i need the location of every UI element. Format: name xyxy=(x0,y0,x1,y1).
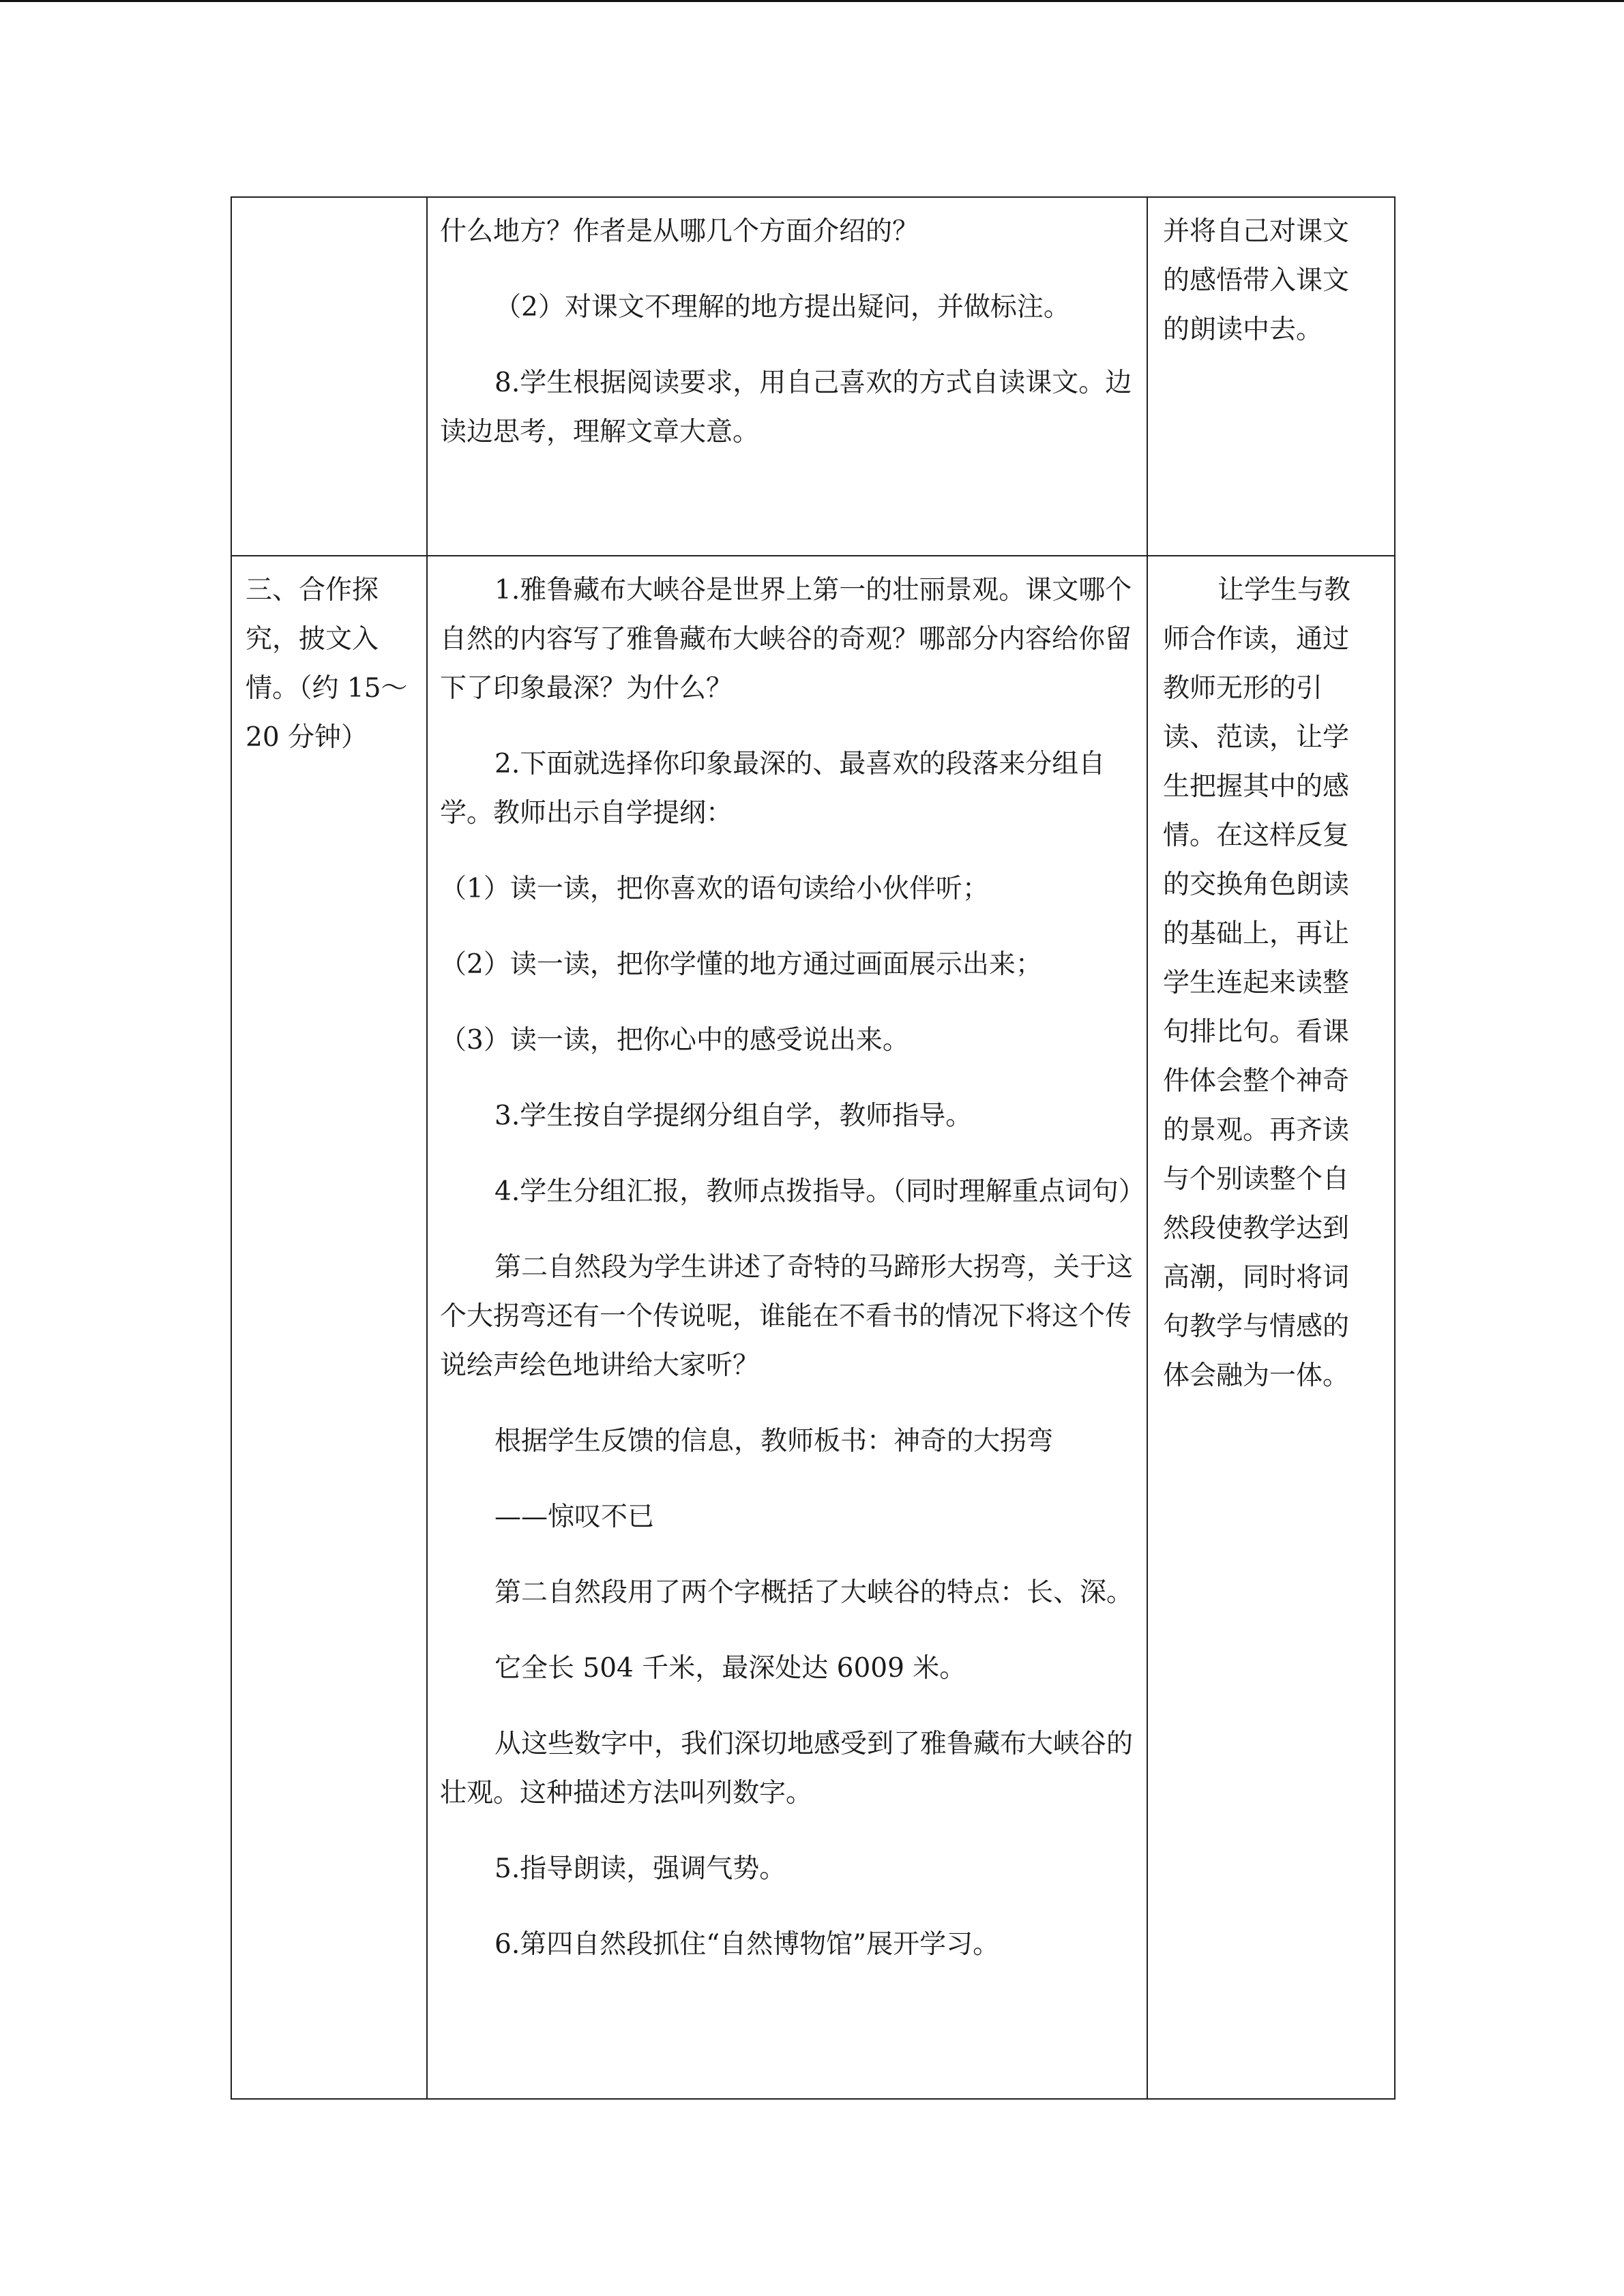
content-paragraph: 它全长 504 千米，最深处达 6009 米。 xyxy=(494,1653,966,1684)
content-cell xyxy=(427,556,1147,2099)
table-row xyxy=(231,556,1395,2099)
content-paragraph: （2）对课文不理解的地方提出疑问，并做标注。 xyxy=(494,292,1070,323)
content-paragraph: （2）读一读，把你学懂的地方通过画面展示出来； xyxy=(440,949,1042,980)
content-paragraph: 5.指导朗读，强调气势。 xyxy=(494,1853,786,1884)
content-cell xyxy=(427,197,1147,556)
table-row xyxy=(231,197,1395,556)
stage-text: 三、合作探究，披文入情。（约 15～20 分钟） xyxy=(246,575,408,753)
content-paragraph: （1）读一读，把你喜欢的语句读给小伙伴听； xyxy=(440,874,989,904)
content-paragraph: 1.雅鲁藏布大峡谷是世界上第一的壮丽景观。课文哪个自然的内容写了雅鲁藏布大峡谷的奇观？哪部分内容给你留下了印象最深？为什么？ xyxy=(440,575,1132,704)
page-top-border xyxy=(0,0,1624,2)
content-paragraph: 从这些数字中，我们深切地感受到了雅鲁藏布大峡谷的壮观。这种描述方法叫列数字。 xyxy=(440,1729,1134,1808)
content-paragraph: 8.学生根据阅读要求，用自己喜欢的方式自读课文。边读边思考，理解文章大意。 xyxy=(440,368,1132,447)
content-paragraph: 6.第四自然段抓住“自然博物馆”展开学习。 xyxy=(494,1929,1000,1960)
design-note-cell xyxy=(1147,197,1395,556)
content-paragraph: 2.下面就选择你印象最深的、最喜欢的段落来分组自学。教师出示自学提纲： xyxy=(440,749,1106,829)
design-note-cell xyxy=(1147,556,1395,2099)
content-paragraph: 什么地方？作者是从哪几个方面介绍的？ xyxy=(440,216,919,247)
content-paragraph: 4.学生分组汇报，教师点拨指导。（同时理解重点词句） xyxy=(494,1176,1145,1207)
content-paragraph: ——惊叹不已 xyxy=(494,1502,655,1532)
design-note-text: 并将自己对课文的感悟带入课文的朗读中去。 xyxy=(1163,216,1350,345)
stage-cell xyxy=(231,197,427,556)
design-note-text: 让学生与教师合作读，通过教师无形的引读、范读，让学生把握其中的感情。在这样反复的交换角色朗读的基础上，再让学生连起来读整句排比句。看课件体会整个神奇的景观。再齐读与个别读整个自然段使教学达到高潮，同时将词句教学与情感的体会融为一体。 xyxy=(1163,575,1351,1391)
content-paragraph: 根据学生反馈的信息，教师板书：神奇的大拐弯 xyxy=(494,1426,1054,1457)
content-paragraph: （3）读一读，把你心中的感受说出来。 xyxy=(440,1025,909,1056)
content-paragraph: 3.学生按自学提纲分组自学，教师指导。 xyxy=(494,1101,973,1131)
content-paragraph: 第二自然段为学生讲述了奇特的马蹄形大拐弯，关于这个大拐弯还有一个传说呢，谁能在不看书的情况下将这个传说绘声绘色地讲给大家听？ xyxy=(440,1252,1134,1381)
content-paragraph: 第二自然段用了两个字概括了大峡谷的特点：长、深。 xyxy=(494,1577,1134,1608)
stage-cell xyxy=(231,556,427,2099)
lesson-plan-table xyxy=(231,196,1396,2100)
